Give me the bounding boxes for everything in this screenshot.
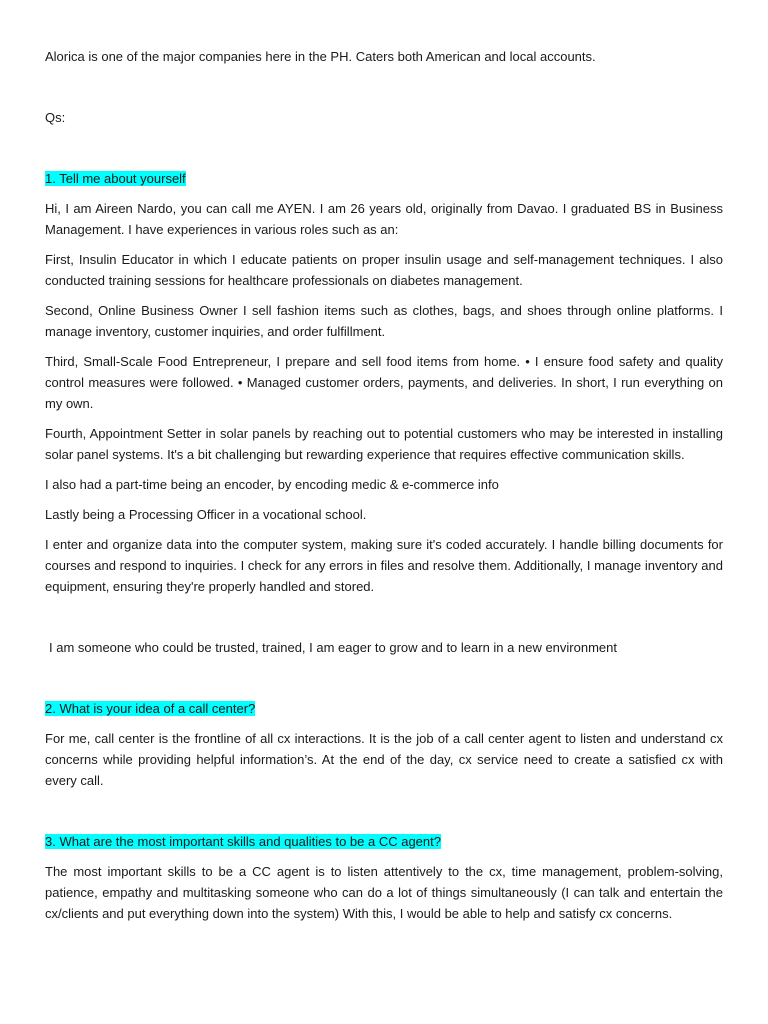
answer-1-paragraph-6: I also had a part-time being an encoder, by encoding medic & e-commerce info xyxy=(45,477,499,492)
answer-3-paragraph-1: The most important skills to be a CC agent is to listen attentively to the cx, time management, problem-solving, patience, empathy and multitasking someone who can do a lot of things simultaneously (I can talk and entertain the cx/clients and put everything down into the system) With this, I would be able to help and satisfy cx concerns. xyxy=(45,864,723,921)
answer-1-paragraph-3: Second, Online Business Owner I sell fashion items such as clothes, bags, and shoes through online platforms. I manage inventory, customer inquiries, and order fulfillment. xyxy=(45,303,723,339)
question-3-section xyxy=(45,831,723,924)
answer-1-paragraph-8: I enter and organize data into the computer system, making sure it's coded accurately. I handle billing documents for courses and respond to inquiries. I check for any errors in files and resolve them. Additionally, I manage inventory and equipment, ensuring they're properly handled and stored. xyxy=(45,537,723,594)
question-1-section xyxy=(45,168,723,658)
answer-1-paragraph-7: Lastly being a Processing Officer in a vocational school. xyxy=(45,507,367,522)
answer-1-paragraph-5: Fourth, Appointment Setter in solar panels by reaching out to potential customers who may be interested in installing solar panel systems. It's a bit challenging but rewarding experience that requires effective communication skills. xyxy=(45,426,723,462)
questions-label: Qs: xyxy=(45,110,66,125)
answer-2-paragraph-1: For me, call center is the frontline of all cx interactions. It is the job of a call center agent to listen and understand cx concerns while providing helpful information’s. At the end of the day, cx service need to create a satisfied cx with every call. xyxy=(45,731,723,788)
question-3-heading: 3. What are the most important skills and qualities to be a CC agent? xyxy=(45,834,441,849)
answer-1-paragraph-1: Hi, I am Aireen Nardo, you can call me AYEN. I am 26 years old, originally from Davao. I graduated BS in Business Management. I have experiences in various roles such as an: xyxy=(45,201,723,237)
question-1-heading: 1. Tell me about yourself xyxy=(45,171,186,186)
document-page xyxy=(45,46,723,933)
answer-1-paragraph-2: First, Insulin Educator in which I educate patients on proper insulin usage and self-management techniques. I also conducted training sessions for healthcare professionals on diabetes management. xyxy=(45,252,723,288)
question-2-section xyxy=(45,698,723,791)
answer-1-paragraph-9: I am someone who could be trusted, trained, I am eager to grow and to learn in a new environment xyxy=(49,640,617,655)
answer-1-paragraph-4: Third, Small-Scale Food Entrepreneur, I prepare and sell food items from home. • I ensure food safety and quality control measures were followed. • Managed customer orders, payments, and deliveries. In short, I run everything on my own. xyxy=(45,354,723,411)
intro-text: Alorica is one of the major companies here in the PH. Caters both American and local accounts. xyxy=(45,49,596,64)
question-2-heading: 2. What is your idea of a call center? xyxy=(45,701,256,716)
